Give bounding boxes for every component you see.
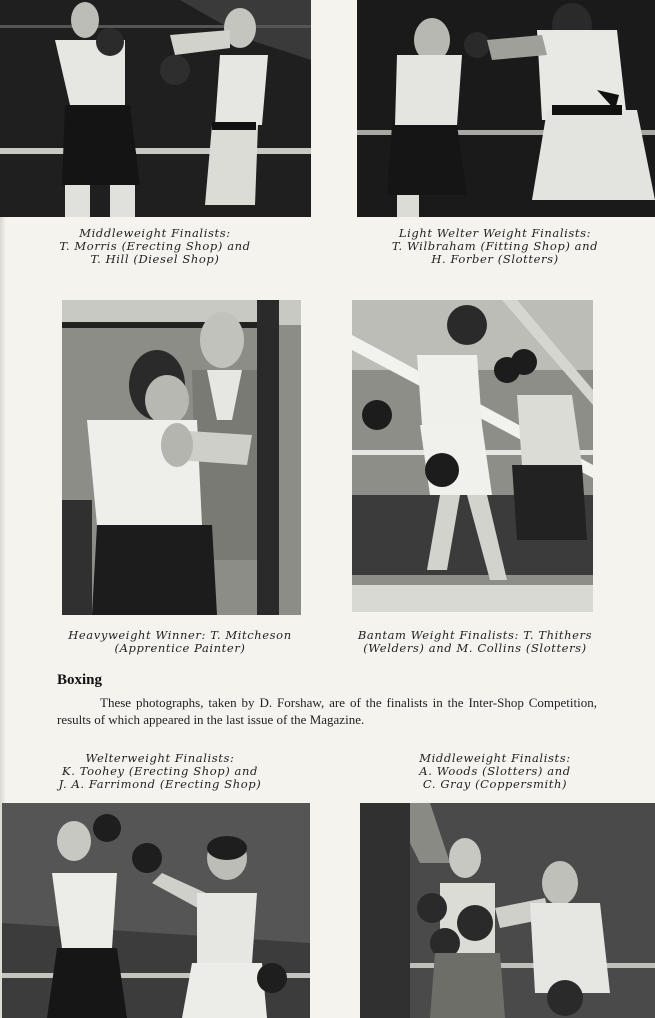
article-body <box>57 694 597 728</box>
caption-top-right <box>370 227 620 266</box>
caption-line: (Apprentice Painter) <box>114 641 246 655</box>
photo-bantam-thithers-collins <box>352 300 593 612</box>
caption-line: Welterweight Finalists: <box>85 751 235 765</box>
caption-line: Middleweight Finalists: <box>79 226 231 240</box>
caption-top-left <box>30 227 280 266</box>
caption-line: C. Gray (Coppersmith) <box>422 777 568 791</box>
caption-bottom-left <box>30 752 290 791</box>
caption-middle-right <box>345 629 605 655</box>
caption-line: Middleweight Finalists: <box>419 751 571 765</box>
caption-line: Heavyweight Winner: T. Mitcheson <box>68 628 292 642</box>
article-paragraph: These photographs, taken by D. Forshaw, are of the finalists in the Inter-Shop Competition, results of which appeared in the last issue of the Magazine. <box>57 695 597 727</box>
caption-line: T. Morris (Erecting Shop) and <box>59 239 251 253</box>
caption-line: T. Wilbraham (Fitting Shop) and <box>391 239 599 253</box>
photo-middleweight-morris-hill <box>0 0 311 217</box>
photo-heavyweight-mitcheson <box>62 300 301 615</box>
caption-line: (Welders) and M. Collins (Slotters) <box>363 641 587 655</box>
caption-bottom-right <box>370 752 620 791</box>
caption-line: Light Welter Weight Finalists: <box>398 226 592 240</box>
caption-line: A. Woods (Slotters) and <box>419 764 571 778</box>
article-heading: Boxing <box>57 672 103 688</box>
caption-line: K. Toohey (Erecting Shop) and <box>62 764 258 778</box>
caption-line: Bantam Weight Finalists: T. Thithers <box>357 628 593 642</box>
caption-line: T. Hill (Diesel Shop) <box>90 252 220 266</box>
caption-line: H. Forber (Slotters) <box>431 252 559 266</box>
photo-light-welter-wilbraham-forber <box>357 0 655 217</box>
photo-middleweight-woods-gray <box>360 803 655 1018</box>
caption-line: J. A. Farrimond (Erecting Shop) <box>58 777 262 791</box>
photo-welterweight-toohey-farrimond <box>2 803 310 1018</box>
caption-middle-left <box>50 629 310 655</box>
